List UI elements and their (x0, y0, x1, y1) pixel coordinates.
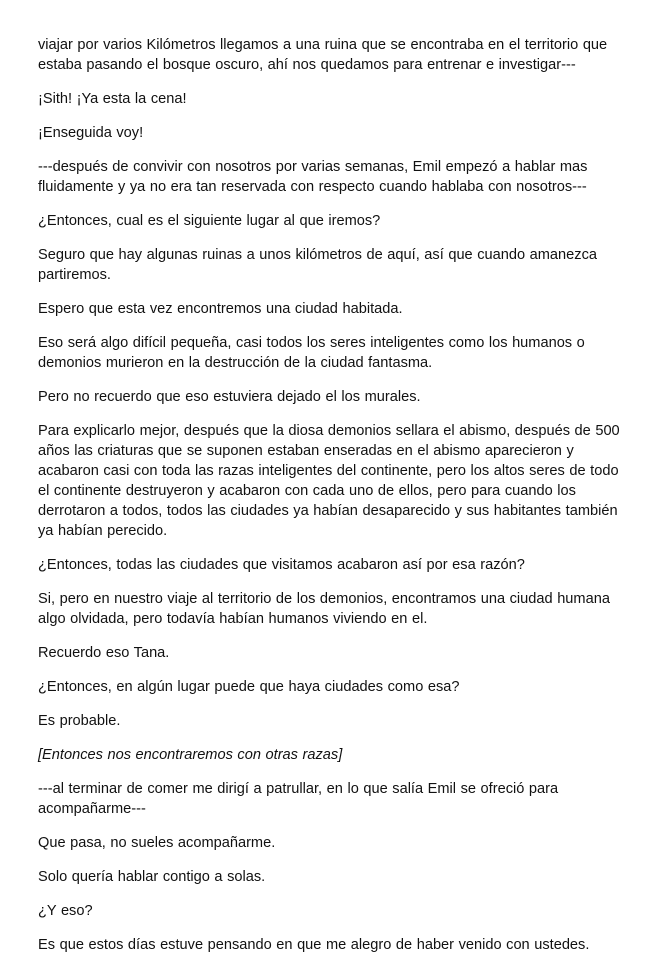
paragraph: Para explicarlo mejor, después que la diosa demonios sellara el abismo, después de 500 años las criaturas que se suponen estaban enseradas en el abismo aparecieron y acabaron casi con toda las razas inteligentes del continente, pero los altos seres de todo el continente destruyeron y acabaron con cada uno de ellos, pero para cuando los derrotaron a todos, todos las ciudades ya habían desaparecido y sus habitantes también ya habían perecido. (38, 423, 620, 539)
paragraph: ¿Entonces, todas las ciudades que visitamos acabaron así por esa razón? (38, 557, 525, 573)
paragraph: Que pasa, no sueles acompañarme. (38, 835, 276, 851)
paragraph: ---al terminar de comer me dirigí a patrullar, en lo que salía Emil se ofreció para acompañarme--- (38, 781, 559, 817)
paragraph: ¡Enseguida voy! (38, 125, 144, 141)
paragraph: Seguro que hay algunas ruinas a unos kilómetros de aquí, así que cuando amanezca partiremos. (38, 247, 597, 283)
paragraph: viajar por varios Kilómetros llegamos a una ruina que se encontraba en el territorio que estaba pasando el bosque oscuro, ahí nos quedamos para entrenar e investigar--- (38, 37, 608, 73)
paragraph: Solo quería hablar contigo a solas. (38, 869, 266, 885)
paragraph: ---después de convivir con nosotros por varias semanas, Emil empezó a hablar mas fluidamente y ya no era tan reservada con respecto cuando hablaba con nosotros--- (38, 159, 588, 195)
paragraph: Eso será algo difícil pequeña, casi todos los seres inteligentes como los humanos o demonios murieron en la destrucción de la ciudad fantasma. (38, 335, 585, 371)
paragraph: ¿Entonces, cual es el siguiente lugar al que iremos? (38, 213, 381, 229)
paragraph: ¿Entonces, en algún lugar puede que haya ciudades como esa? (38, 679, 460, 695)
paragraph: Pero no recuerdo que eso estuviera dejado el los murales. (38, 389, 421, 405)
paragraph: Espero que esta vez encontremos una ciudad habitada. (38, 301, 403, 317)
italic-thought-paragraph: [Entonces nos encontraremos con otras razas] (38, 747, 343, 763)
paragraph: ¿Y eso? (38, 903, 93, 919)
paragraph: ¡Sith! ¡Ya esta la cena! (38, 91, 187, 107)
paragraph: Es probable. (38, 713, 121, 729)
paragraph: Recuerdo eso Tana. (38, 645, 170, 661)
paragraph: Si, pero en nuestro viaje al territorio de los demonios, encontramos una ciudad humana algo olvidada, pero todavía habían humanos viviendo en el. (38, 591, 610, 627)
paragraph: Es que estos días estuve pensando en que me alegro de haber venido con ustedes. (38, 937, 590, 953)
